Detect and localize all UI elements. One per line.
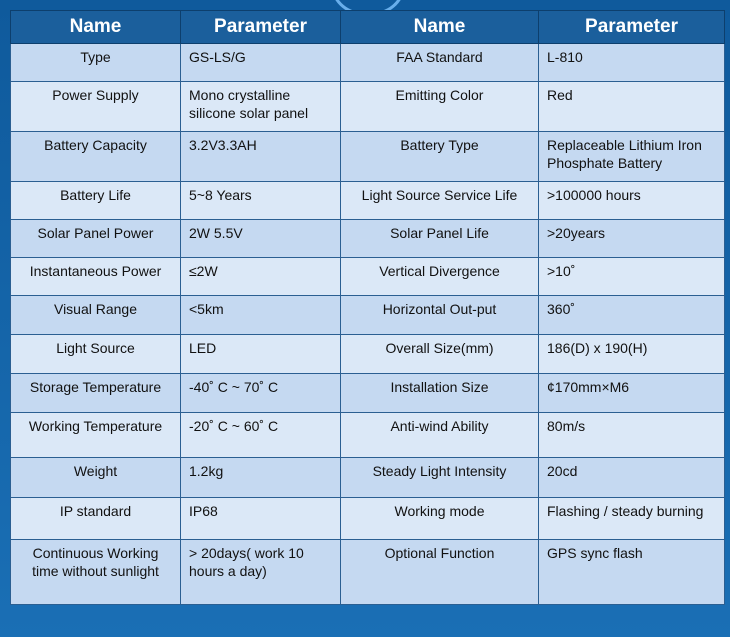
name-cell: FAA Standard [341, 44, 539, 82]
parameter-cell: -40˚ C ~ 70˚ C [181, 374, 341, 413]
parameter-cell: Mono crystalline silicone solar panel [181, 82, 341, 132]
table-row [11, 296, 725, 335]
header-name-2: Name [341, 11, 539, 44]
table-row [11, 132, 725, 182]
parameter-cell: LED [181, 335, 341, 374]
name-cell: Continuous Working time without sunlight [11, 540, 181, 605]
parameter-cell: 20cd [539, 458, 725, 498]
parameter-cell: -20˚ C ~ 60˚ C [181, 413, 341, 458]
parameter-cell: 3.2V3.3AH [181, 132, 341, 182]
name-cell: Anti-wind Ability [341, 413, 539, 458]
parameter-cell: Flashing / steady burning [539, 498, 725, 540]
parameter-cell: GPS sync flash [539, 540, 725, 605]
name-cell: Installation Size [341, 374, 539, 413]
spec-table [10, 10, 725, 605]
parameter-cell: 80m/s [539, 413, 725, 458]
parameter-cell: GS-LS/G [181, 44, 341, 82]
name-cell: Instantaneous Power [11, 258, 181, 296]
header-row [11, 11, 725, 44]
parameter-cell: 1.2kg [181, 458, 341, 498]
header-parameter-1: Parameter [181, 11, 341, 44]
parameter-cell: L-810 [539, 44, 725, 82]
name-cell: Power Supply [11, 82, 181, 132]
name-cell: Emitting Color [341, 82, 539, 132]
name-cell: Horizontal Out-put [341, 296, 539, 335]
parameter-cell: ¢170mm×M6 [539, 374, 725, 413]
name-cell: Steady Light Intensity [341, 458, 539, 498]
name-cell: Battery Capacity [11, 132, 181, 182]
parameter-cell: 186(D) x 190(H) [539, 335, 725, 374]
parameter-cell: > 20days( work 10 hours a day) [181, 540, 341, 605]
name-cell: Storage Temperature [11, 374, 181, 413]
parameter-cell: ≤2W [181, 258, 341, 296]
parameter-cell: Replaceable Lithium Iron Phosphate Battery [539, 132, 725, 182]
parameter-cell: <5km [181, 296, 341, 335]
parameter-cell: >20years [539, 220, 725, 258]
name-cell: Vertical Divergence [341, 258, 539, 296]
parameter-cell: Red [539, 82, 725, 132]
name-cell: Working Temperature [11, 413, 181, 458]
table-row [11, 413, 725, 458]
table-row [11, 540, 725, 605]
header-parameter-2: Parameter [539, 11, 725, 44]
table-row [11, 498, 725, 540]
name-cell: Battery Type [341, 132, 539, 182]
parameter-cell: IP68 [181, 498, 341, 540]
parameter-cell: 360˚ [539, 296, 725, 335]
parameter-cell: 5~8 Years [181, 182, 341, 220]
parameter-cell: 2W 5.5V [181, 220, 341, 258]
name-cell: Light Source Service Life [341, 182, 539, 220]
name-cell: Solar Panel Power [11, 220, 181, 258]
parameter-cell: >100000 hours [539, 182, 725, 220]
name-cell: Visual Range [11, 296, 181, 335]
name-cell: Overall Size(mm) [341, 335, 539, 374]
header-name-1: Name [11, 11, 181, 44]
name-cell: Type [11, 44, 181, 82]
table-row [11, 458, 725, 498]
name-cell: Battery Life [11, 182, 181, 220]
name-cell: Working mode [341, 498, 539, 540]
table-row [11, 82, 725, 132]
table-row [11, 220, 725, 258]
name-cell: Optional Function [341, 540, 539, 605]
name-cell: IP standard [11, 498, 181, 540]
table-row [11, 182, 725, 220]
table-row [11, 374, 725, 413]
parameter-cell: >10˚ [539, 258, 725, 296]
name-cell: Solar Panel Life [341, 220, 539, 258]
table-row [11, 44, 725, 82]
table-row [11, 258, 725, 296]
name-cell: Weight [11, 458, 181, 498]
table-row [11, 335, 725, 374]
name-cell: Light Source [11, 335, 181, 374]
